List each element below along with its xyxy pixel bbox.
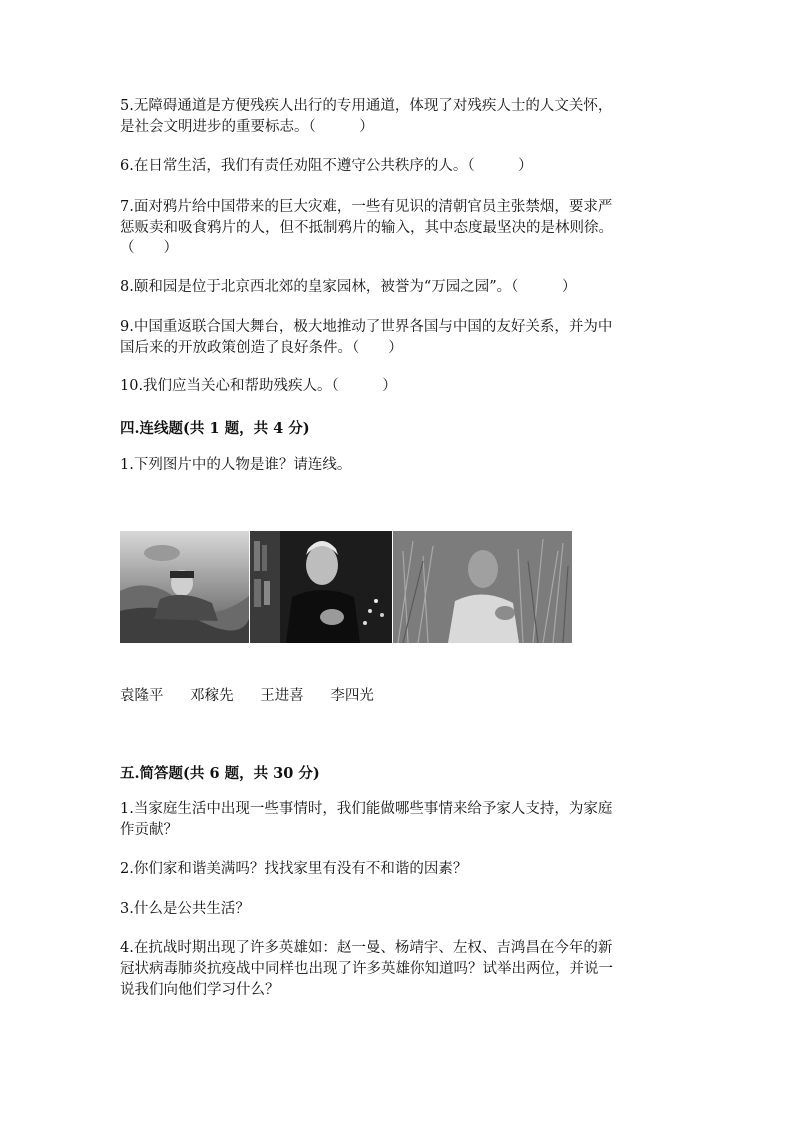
short-answer-2: 2.你们家和谐美满吗？找找家里有没有不和谐的因素？	[120, 861, 468, 877]
name-option-1[interactable]: 袁隆平	[120, 688, 164, 704]
name-option-2[interactable]: 邓稼先	[190, 688, 234, 704]
question-9-line-2: 国后来的开放政策创造了良好条件。（ ）	[120, 340, 403, 356]
short-answer-4-line-1: 4.在抗战时期出现了许多英雄如：赵一曼、杨靖宇、左权、吉鸿昌在今年的新	[120, 940, 613, 956]
matching-question-1: 1.下列图片中的人物是谁？请连线。	[120, 457, 352, 473]
name-option-4[interactable]: 李四光	[330, 688, 374, 704]
question-5-line-1: 5.无障碍通道是方便残疾人出行的专用通道，体现了对残疾人士的人文关怀，	[120, 98, 613, 114]
question-7-line-3: （ ）	[120, 240, 178, 256]
photo-scientist-seated	[250, 531, 392, 643]
short-answer-1-line-2: 作贡献？	[120, 822, 178, 838]
name-option-3[interactable]: 王进喜	[260, 688, 304, 704]
question-9-line-1: 9.中国重返联合国大舞台，极大地推动了世界各国与中国的友好关系，并为中	[120, 319, 613, 335]
names-row	[120, 684, 396, 705]
question-5-line-2: 是社会文明进步的重要标志。（ ）	[120, 119, 374, 135]
short-answer-4-line-3: 说我们向他们学习什么？	[120, 982, 280, 998]
question-10: 10.我们应当关心和帮助残疾人。（ ）	[120, 378, 397, 394]
question-6: 6.在日常生活，我们有责任劝阻不遵守公共秩序的人。（ ）	[120, 158, 533, 174]
question-7-line-1: 7.面对鸦片给中国带来的巨大灾难，一些有见识的清朝官员主张禁烟，要求严	[120, 199, 613, 215]
question-7-line-2: 惩贩卖和吸食鸦片的人，但不抵制鸦片的输入，其中态度最坚决的是林则徐。	[120, 220, 613, 236]
photo-worker-in-mud	[120, 531, 249, 643]
short-answer-3: 3.什么是公共生活？	[120, 901, 250, 917]
short-answer-1-line-1: 1.当家庭生活中出现一些事情时，我们能做哪些事情来给予家人支持，为家庭	[120, 801, 613, 817]
short-answer-4-line-2: 冠状病毒肺炎抗疫战中同样也出现了许多英雄你知道吗？试举出两位，并说一	[120, 961, 613, 977]
section-5-heading: 五.简答题(共 6 题，共 30 分)	[120, 765, 320, 782]
question-8: 8.颐和园是位于北京西北郊的皇家园林，被誉为“万园之园”。（ ）	[120, 279, 577, 295]
section-4-heading: 四.连线题(共 1 题，共 4 分)	[120, 420, 310, 437]
photo-man-in-rice-field	[393, 531, 572, 643]
